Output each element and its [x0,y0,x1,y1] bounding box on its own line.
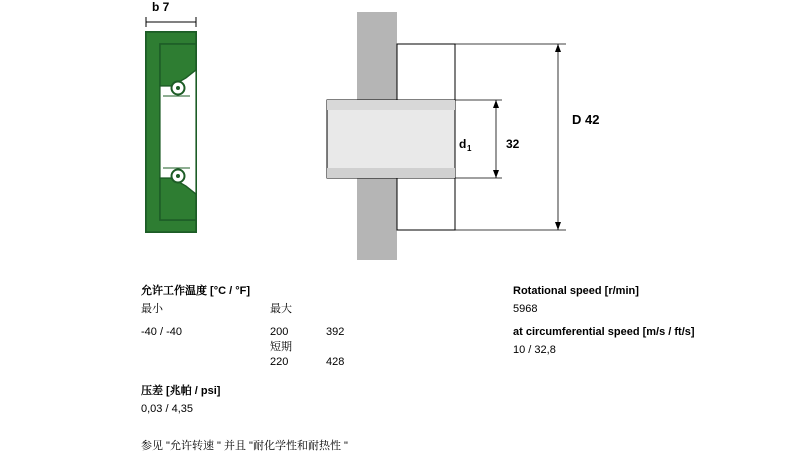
temp-max-celsius: 200 [270,326,289,338]
shaft-diameter-subscript: 1 [467,144,472,153]
seal-cross-section-drawing [146,17,196,232]
pressure-value: 0,03 / 4,35 [141,403,193,415]
footnote-text: 参见 "允许转速 " 并且 "耐化学性和耐热性 " [141,440,348,452]
temperature-heading: 允许工作温度 [°C / °F] [141,285,251,297]
shaft-diameter-label: d [459,137,467,151]
rotational-speed-heading: Rotational speed [r/min] [513,285,639,297]
short-term-celsius: 220 [270,356,289,368]
temperature-values-row-1 [141,325,471,340]
min-label: 最小 [141,303,163,315]
rotational-speed-value: 5968 [513,303,538,315]
temp-min-value: -40 / -40 [141,326,182,338]
temperature-values-row-2 [141,355,471,370]
short-term-row [141,340,471,355]
max-label: 最大 [270,303,292,315]
short-term-label: 短期 [270,341,292,353]
temp-max-fahrenheit: 392 [326,326,345,338]
seal-width-label: b 7 [152,0,170,14]
shaft-diameter-value: 32 [506,137,520,151]
minmax-labels-row [141,302,471,317]
short-term-fahrenheit: 428 [326,356,345,368]
shaft-housing-drawing [327,12,599,260]
left-spec-block [141,284,471,454]
outer-diameter-label: D 42 [572,112,600,127]
circumferential-speed-heading: at circumferential speed [m/s / ft/s] [513,326,695,338]
pressure-heading: 压差 [兆帕 / psi] [141,385,221,397]
right-spec-block [513,284,793,358]
circumferential-speed-value: 10 / 32,8 [513,344,556,356]
